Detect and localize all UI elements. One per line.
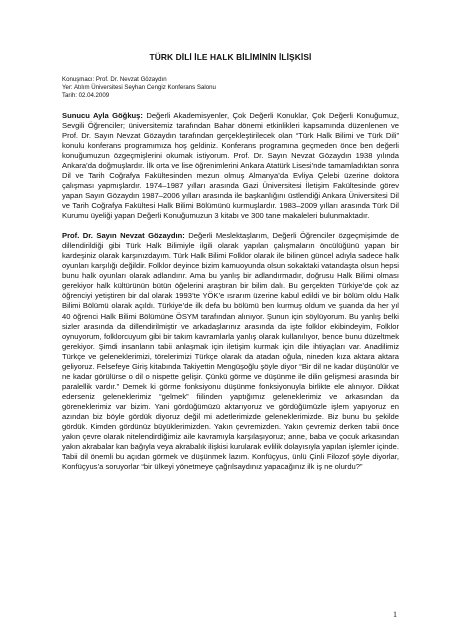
document-title: TÜRK DİLİ İLE HALK BİLİMİNİN İLİŞKİSİ xyxy=(149,52,312,62)
paragraph-lecture xyxy=(62,231,399,472)
meta-venue: Yer: Atılım Üniversitesi Seyhan Cengiz Konferans Salonu xyxy=(62,84,216,92)
page-number: 1 xyxy=(393,610,397,619)
meta-date: Tarih: 02.04.2009 xyxy=(62,92,110,100)
paragraph-text: Değerli Akademisyenler, Çok Değerli Konuklar, Çok Değerli Konuğumuz, Sevgili Öğrenciler; üniversitemiz tarafından Bahar dönemi etkinlikleri kapsamında düzenlenen ve Prof. Dr. Sayın Nevzat Gözaydın tarafından gerçekleştirilecek olan “Türk Halk Bilimi ve Türk Dili” konulu konferans programımıza hoş geldiniz. Konferans programına geçmeden önce ben değerli konuğumuzun özgeçmişlerini okumak istiyorum. Prof. Dr. Sayın Nevzat Gözaydın 1938 yılında Ankara’da doğmuşlardır. İlk orta ve lise öğrenimlerini Ankara Atatürk Lisesi’nde tamamladıktan sonra Dil ve Tarih Coğrafya Fakültesinden mezun olmuş Almanya’da Evliya Çelebi üzerine doktora çalışması yapmışlardır. 1974–1987 yılları arasında Gazi Üniversitesi İletişim Fakültesinde görev yapan Sayın Gözaydın 1987–2006 yılları arasında ile başkanlığını üstlendiği Ankara Üniversitesi Dil ve Tarih Coğrafya Fakültesi Halk Bilimi Bölümünü kurmuşlardır. 1983–2009 yılları arasında Türk Dil Kurumu üyeliği yapan Değerli Konuğumuzun 3 kitabı ve 300 tane makaleleri bulunmaktadır. xyxy=(62,110,399,221)
meta-speaker: Konuşmacı: Prof. Dr. Nevzat Gözaydın xyxy=(62,76,167,83)
document-meta xyxy=(62,76,399,101)
speaker-label: Prof. Dr. Sayın Nevzat Gözaydın: xyxy=(62,231,185,241)
page-content xyxy=(62,52,399,482)
speaker-label: Sunucu Ayla Göğkuş: xyxy=(62,110,143,120)
paragraph-text: Değerli Meslektaşlarım, Değerli Öğrenciler özgeçmişimde de dillendirildiği gibi Türk Halk Bilimiyle ilgili olarak yapılan çalışmaların öncülüğünü yapan bir kardeşiniz olarak karşınızdayım. Türk Halk Bilimi Folklor olarak ile bilinen güncel adıyla sadece halk oyunları karşılığı değildir. Folklor deyince bizim kamuoyunda olsun sokaktaki vatandaşta olsun hepsi bunu halk oyunları olarak adlandırır. Ama bu yanlış bir adlandırmadır, doğrusu Halk Bilimi olması gerekiyor halk kültürünün bütün öğelerini araştıran bir bilim dalı. Bu gerçekten Türkiye’de çok az öğrenciyi yetiştiren bir dal olarak 1993’te YÖK’e ısrarım üzerine kabul edildi ve bir bölüm oldu Halk Bilimi Bölümü olarak açıldı. Türkiye’de ilk defa bu bölümü ben kurmuş oldum ve şuanda da her yıl 40 öğrenci Halk Bilimi Bölümüne ÖSYM tarafından alınıyor. Şunun için söylüyorum. Bu yanlış belki sizler arasında da dillendirilmiştir ve arkadaşlarınız arasında da işte folklor ekibindeyim, Folklor oynuyorum, folklorcuyum gibi bir takım kavramlarla yanlış olarak kullanılıyor, bence bunu düzeltmek gerekiyor. Şimdi insanların tabii anlaşmak için iletişim kurmak için dile ihtiyaçları var. Anadilimiz Türkçe ve geleneklerimizi, törelerimizi Türkçe olarak da atadan oğula, nineden kıza aktara aktara geliyoruz. Felsefeye Giriş kitabında Takiyettin Mengüşoğlu şöyle diyor “Bir dil ne kadar düşünülür ve ne kadar görülürse o dil o nispette gelişir. Çünkü görme ve düşünme ile dilin gelişmesi arasında bir paralellik vardır.” Demek ki görme fonksiyonu düşünme fonksiyonuyla birlikte ele alınıyor. Dikkat ederseniz geleneklerimiz “gelmek” fiilinden yaptığımız geleneklerimiz ve arkasından da göreneklerimiz var bizim. Yani gördüğümüzü aktarıyoruz ve gördüğümüzle işlem yapıyoruz en azından biz böyle gördük diyoruz değil mi adetlerimizde geleneklerimizde. Biz bunu bu şekilde gördük. Kimden gördünüz büyüklerimizden. Yakın çevremizden. Yakın çevremiz derken tabii önce yakın çevre olarak nitelendirdiğimiz aile kavramıyla karşılaşıyoruz; anne, baba ve çocuk arkasından yakın akrabalar kan bağıyla veya akrabalık ilişkisi kurularak evlilik dolayısıyla yapılan işlemler içinde. Tabii dil önemli bu açıdan görmek ve düşünmek lazım. Konfüçyus, ünlü Çinli Filozof şöyle diyorlar, Konfüçyus’a soruyorlar “bir ülkeyi yönetmeye çağrılsaydınız yapacağınız ilk iş ne olurdu?” xyxy=(62,231,400,472)
paragraph-host-intro xyxy=(62,111,399,222)
